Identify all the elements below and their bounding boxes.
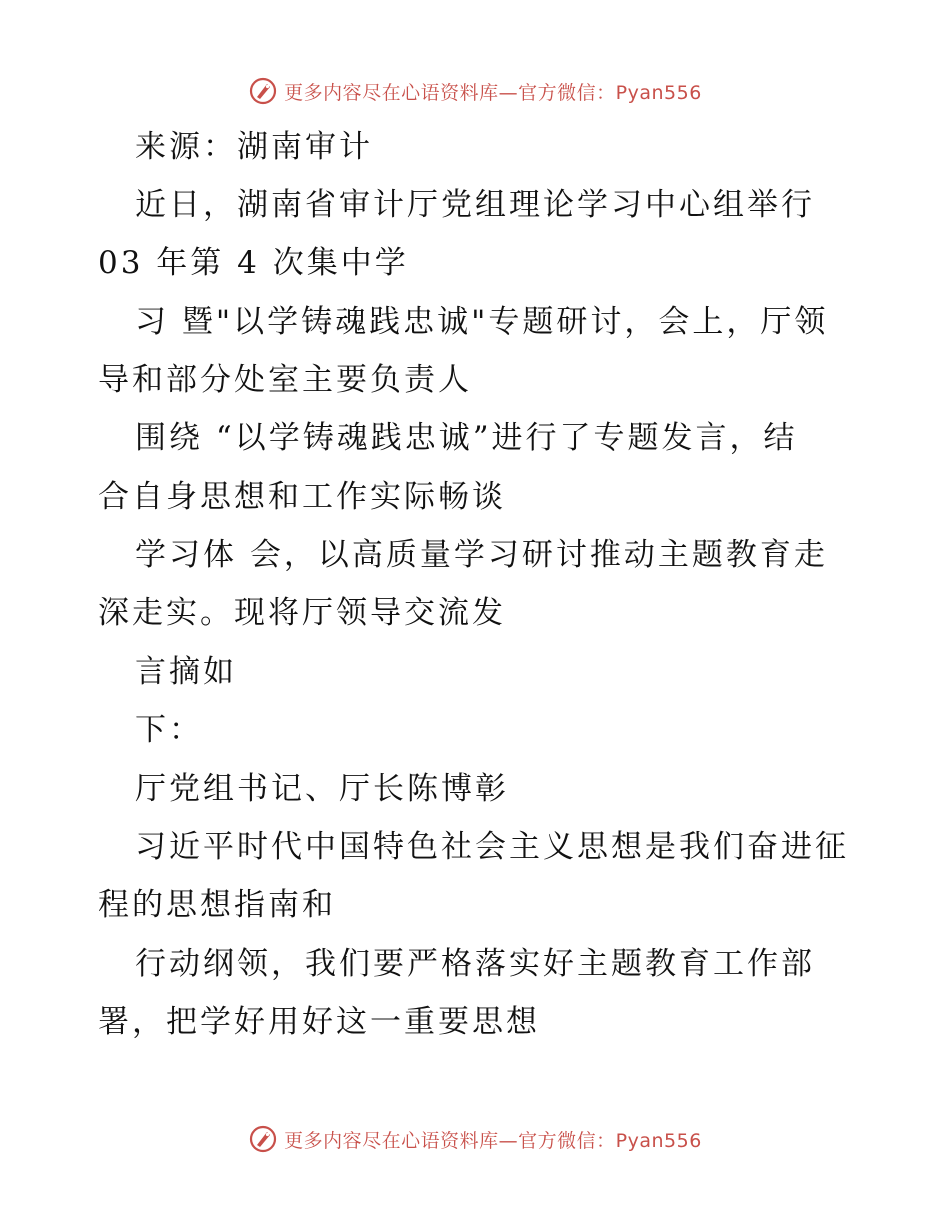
paragraph-line: 导和部分处室主要负责人 <box>98 362 472 398</box>
source-line: 来源：湖南审计 <box>135 129 373 165</box>
paragraph-line: 言摘如 <box>135 654 237 690</box>
pen-nib-circle-icon <box>248 76 278 106</box>
paragraph-line: 围绕 “以学铸魂践忠诚”进行了专题发言，结 <box>135 420 798 456</box>
paragraph-line: 下： <box>135 712 203 748</box>
speaker-heading: 厅党组书记、厅长陈博彰 <box>135 771 509 807</box>
paragraph-line: 行动纲领，我们要严格落实好主题教育工作部 <box>135 946 815 982</box>
paragraph-line: 合自身思想和工作实际畅谈 <box>98 479 506 515</box>
paragraph-line: 习 暨"以学铸魂践忠诚"专题研讨，会上，厅领 <box>135 304 829 340</box>
header-watermark <box>0 74 950 108</box>
paragraph-line: 程的思想指南和 <box>98 887 336 923</box>
paragraph-line: 近日，湖南省审计厅党组理论学习中心组举行 <box>135 187 815 223</box>
paragraph-line: 深走实。现将厅领导交流发 <box>98 595 506 631</box>
watermark-text: 更多内容尽在心语资料库—官方微信：Pyan556 <box>284 1129 702 1152</box>
paragraph-line: 学习体 会，以高质量学习研讨推动主题教育走 <box>135 537 828 573</box>
paragraph-line: 习近平时代中国特色社会主义思想是我们奋进征 <box>135 829 849 865</box>
paragraph-line: 03 年第 4 次集中学 <box>98 245 409 281</box>
pen-nib-circle-icon <box>248 1124 278 1154</box>
paragraph-line: 署，把学好用好这一重要思想 <box>98 1004 540 1040</box>
watermark-text: 更多内容尽在心语资料库—官方微信：Pyan556 <box>284 81 702 104</box>
footer-watermark <box>0 1122 950 1156</box>
